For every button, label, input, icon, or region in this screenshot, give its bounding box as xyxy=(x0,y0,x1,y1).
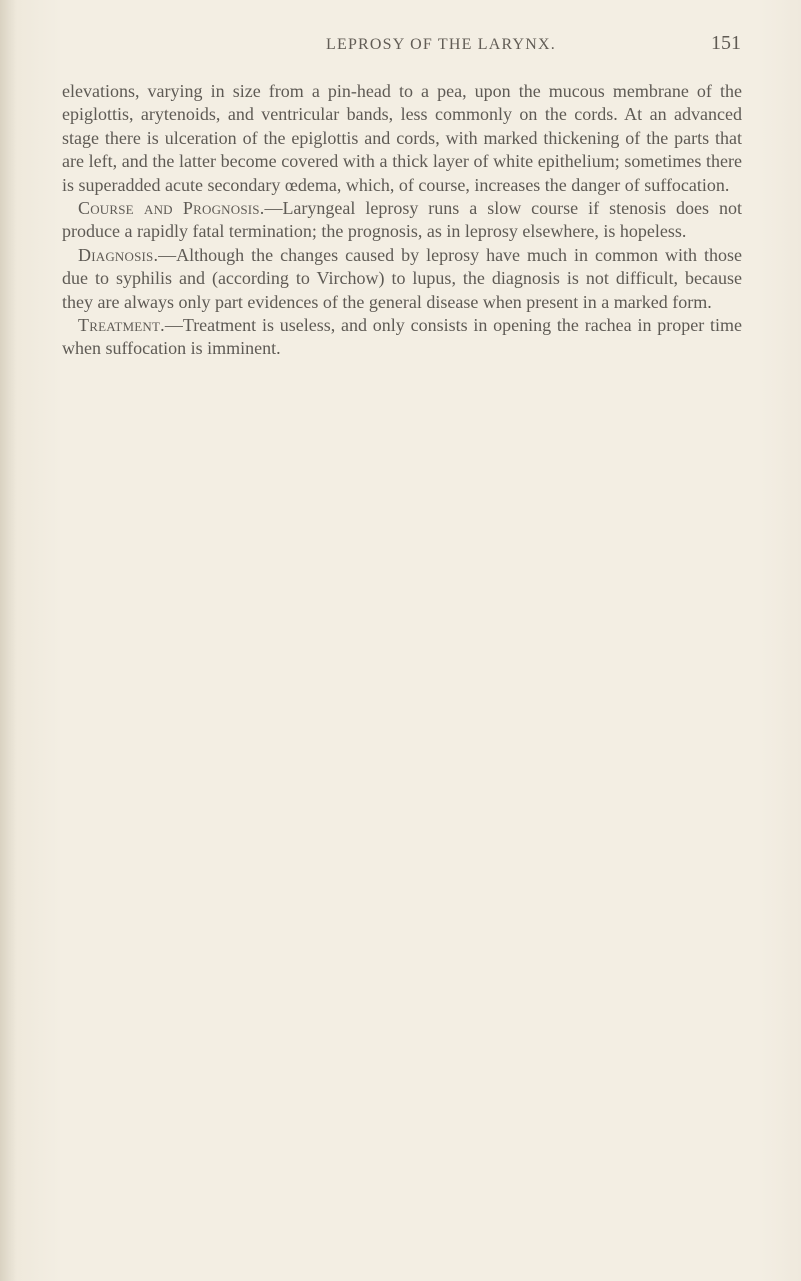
section-text-treatment: Treatment is useless, and only consists in opening the rachea in proper time when suffocation is imminent. xyxy=(62,315,742,359)
paragraph-diagnosis xyxy=(62,244,742,314)
paragraph-intro: elevations, varying in size from a pin-head to a pea, upon the mucous membrane of the epiglottis, arytenoids, and ventricular bands, less commonly on the cords. At an advanced stage there is ulceration of the epiglottis and cords, with marked thickening of the parts that are left, and the latter become covered with a thick layer of white epithelium; sometimes there is superadded acute secondary œdema, which, of course, increases the danger of suffocation. xyxy=(62,81,742,195)
paragraph-treatment xyxy=(62,314,742,361)
body-text xyxy=(62,80,742,361)
em-dash: — xyxy=(164,315,183,336)
page-number: 151 xyxy=(711,32,741,54)
section-text-course-and-prognosis: Laryngeal leprosy runs a slow course if stenosis does not produce a rapidly fatal termination; the prognosis, as in leprosy elsewhere, is hopeless. xyxy=(62,198,742,242)
binding-shadow xyxy=(0,0,16,1281)
em-dash: — xyxy=(158,244,177,265)
running-head: LEPROSY OF THE LARYNX. xyxy=(326,36,556,53)
em-dash: — xyxy=(264,198,283,219)
page-header xyxy=(0,34,801,60)
section-heading-course-and-prognosis: Course and Prognosis. xyxy=(78,198,265,219)
section-heading-treatment: Treatment. xyxy=(78,315,165,336)
section-text-diagnosis: Although the changes caused by leprosy have much in common with those due to syphilis and (according to Virchow) to lupus, the diagnosis is not difficult, because they are always only part evidences of the general disease when present in a marked form. xyxy=(62,244,742,312)
paragraph-course-and-prognosis xyxy=(62,197,742,244)
section-heading-diagnosis: Diagnosis. xyxy=(78,244,159,265)
